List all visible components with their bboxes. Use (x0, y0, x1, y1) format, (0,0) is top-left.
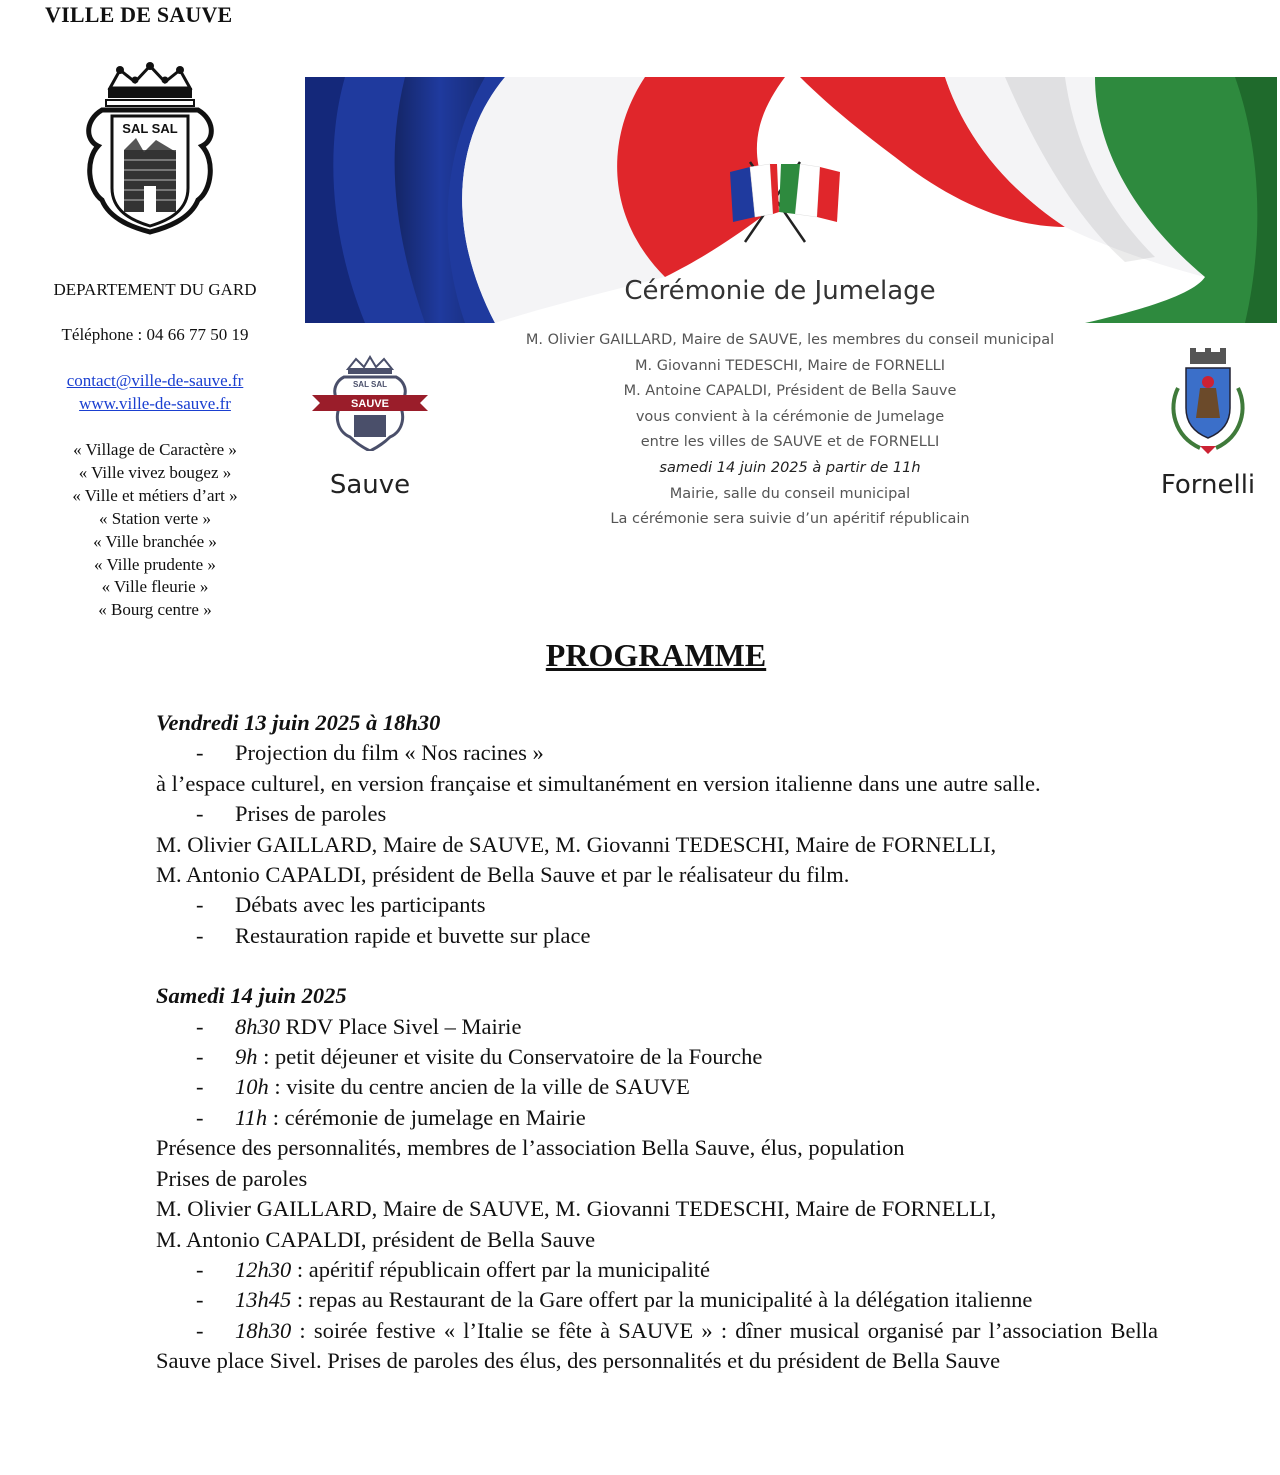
label-item: « Bourg centre » (98, 600, 212, 620)
paragraph: à l’espace culturel, en version française et simultanément en version italienne dans une autre salle. (156, 770, 1041, 796)
list-item: - 10h : visite du centre ancien de la ville de SAUVE (196, 1074, 690, 1100)
invitation-date: samedi 14 juin 2025 à partir de 11h (659, 459, 921, 476)
paragraph: Présence des personnalités, membres de l’association Bella Sauve, élus, population (156, 1135, 905, 1161)
list-item: - Restauration rapide et buvette sur place (196, 922, 591, 948)
label-item: « Station verte » (99, 508, 211, 528)
list-item-evening: - 18h30 : soirée festive « l’Italie se fête à SAUVE » : dîner musical organisé par l’association Bella Sauve place Sivel. Prises de paroles des élus, des personnalités et du président de Bella Sauve (156, 1317, 1158, 1374)
invitation-text (470, 328, 1110, 533)
svg-text:SAUVE: SAUVE (351, 398, 389, 410)
label-item: « Ville fleurie » (101, 577, 209, 597)
sauve-town-name: Sauve (329, 470, 411, 500)
svg-text:SAL SAL: SAL SAL (122, 121, 178, 136)
department: DEPARTEMENT DU GARD (53, 280, 257, 299)
label-item: « Ville vivez bougez » (78, 462, 232, 482)
list-item: - 11h : cérémonie de jumelage en Mairie (196, 1104, 586, 1130)
label-item: « Ville et métiers d’art » (72, 485, 238, 505)
invitation-line: entre les villes de SAUVE et de FORNELLI (640, 434, 940, 451)
town-name: VILLE DE SAUVE (45, 2, 233, 27)
label-item: « Village de Caractère » (73, 440, 237, 459)
paragraph: M. Olivier GAILLARD, Maire de SAUVE, M. Giovanni TEDESCHI, Maire de FORNELLI, (156, 1196, 997, 1222)
list-item: - 8h30 RDV Place Sivel – Mairie (196, 1013, 522, 1039)
sauve-logo (312, 355, 428, 451)
programme-title: PROGRAMME (545, 637, 767, 673)
town-labels-list (0, 439, 310, 622)
svg-text:SAL SAL: SAL SAL (352, 380, 388, 389)
sauve-crest-logo (80, 60, 220, 235)
list-item: - 9h : petit déjeuner et visite du Conservatoire de la Fourche (196, 1044, 763, 1070)
list-item: - Projection du film « Nos racines » (196, 740, 544, 766)
programme-body (156, 708, 1158, 1377)
website-link[interactable]: www.ville-de-sauve.fr (79, 394, 231, 413)
label-item: « Ville prudente » (94, 554, 216, 574)
paragraph: Prises de paroles (156, 1165, 308, 1191)
ceremony-title: Cérémonie de Jumelage (624, 276, 936, 306)
label-item: « Ville branchée » (93, 531, 217, 551)
saturday-heading: Samedi 14 juin 2025 (156, 983, 347, 1009)
fornelli-town-name: Fornelli (1160, 470, 1256, 500)
paragraph: M. Antonio CAPALDI, président de Bella Sauve (156, 1226, 596, 1252)
invitation-line: vous convient à la cérémonie de Jumelage (635, 408, 945, 425)
invitation-place: Mairie, salle du conseil municipal (669, 485, 911, 502)
paragraph: M. Olivier GAILLARD, Maire de SAUVE, M. Giovanni TEDESCHI, Maire de FORNELLI, (156, 831, 997, 857)
invitation-line: M. Antoine CAPALDI, Président de Bella Sauve (623, 383, 957, 400)
list-item: - Débats avec les participants (196, 892, 486, 918)
invitation-line: M. Olivier GAILLARD, Maire de SAUVE, les membres du conseil municipal (525, 332, 1055, 348)
paragraph: M. Antonio CAPALDI, président de Bella Sauve et par le réalisateur du film. (156, 862, 850, 888)
invitation-note: La cérémonie sera suivie d’un apéritif républicain (610, 511, 970, 528)
list-item: - 13h45 : repas au Restaurant de la Gare offert par la municipalité à la délégation italienne (196, 1287, 1033, 1313)
list-item: - 12h30 : apéritif républicain offert par la municipalité (196, 1256, 711, 1282)
friday-heading: Vendredi 13 juin 2025 à 18h30 (156, 710, 441, 735)
invitation-line: M. Giovanni TEDESCHI, Maire de FORNELLI (634, 357, 946, 374)
phone-number: Téléphone : 04 66 77 50 19 (61, 325, 249, 344)
fornelli-coat-of-arms (1160, 348, 1256, 458)
list-item: - Prises de paroles (196, 801, 387, 827)
email-link[interactable]: contact@ville-de-sauve.fr (66, 371, 244, 390)
